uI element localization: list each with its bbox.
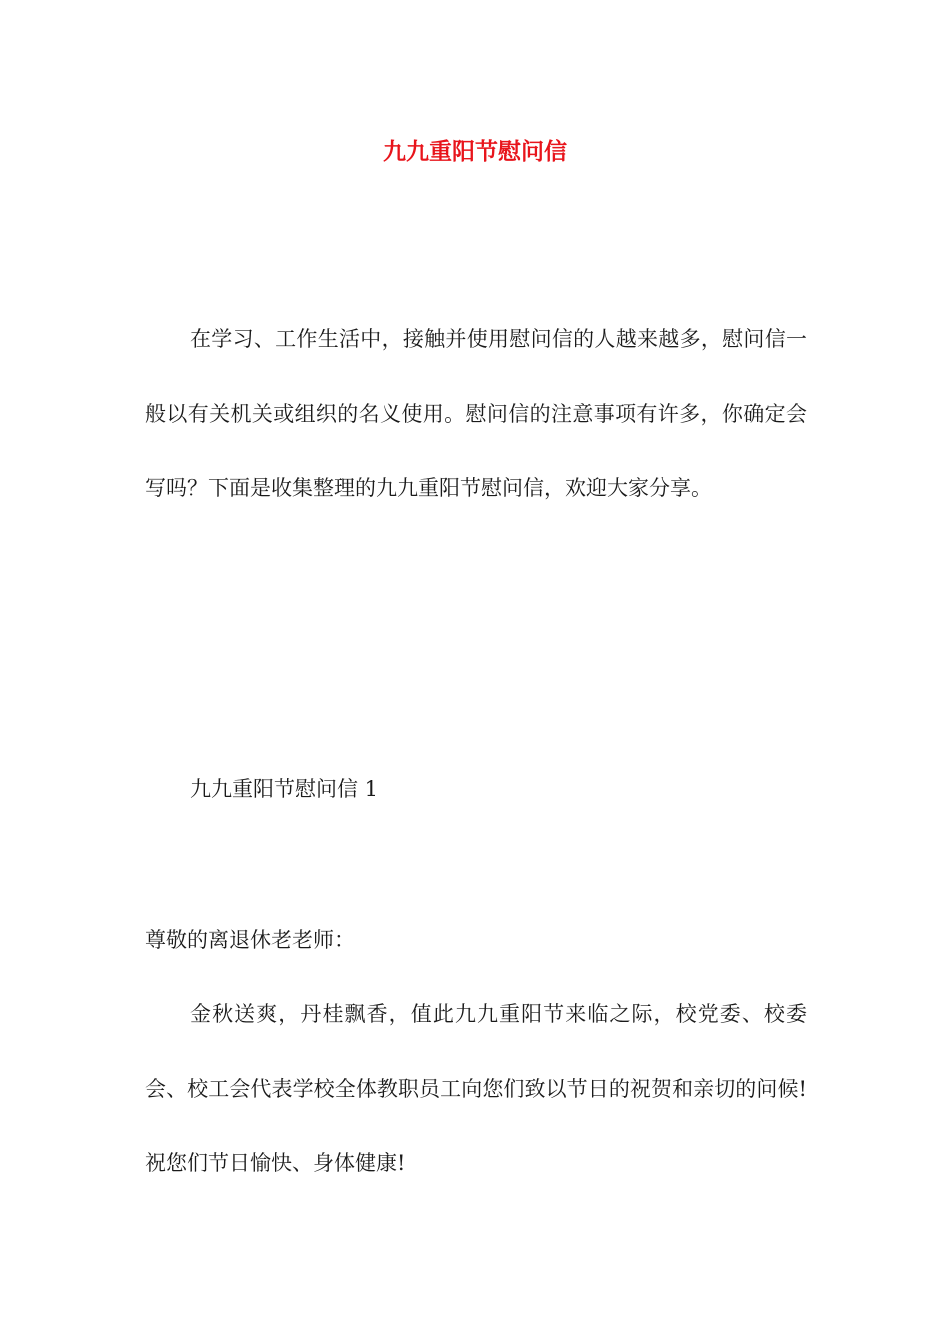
intro-paragraph: 在学习、工作生活中，接触并使用慰问信的人越来越多，慰问信一般以有关机关或组织的名义使用。慰问信的注意事项有许多，你确定会写吗？下面是收集整理的九九重阳节慰问信，欢迎大家分享。 bbox=[145, 327, 807, 500]
section-heading: 九九重阳节慰问信 1 bbox=[190, 777, 379, 801]
letter-paragraph: 金秋送爽，丹桂飘香，值此九九重阳节来临之际，校党委、校委会、校工会代表学校全体教职员工向您们致以节日的祝贺和亲切的问候!祝您们节日愉快、身体健康! bbox=[145, 1002, 807, 1175]
document-title: 九九重阳节慰问信 bbox=[383, 138, 567, 165]
salutation: 尊敬的离退休老老师： bbox=[145, 928, 355, 952]
